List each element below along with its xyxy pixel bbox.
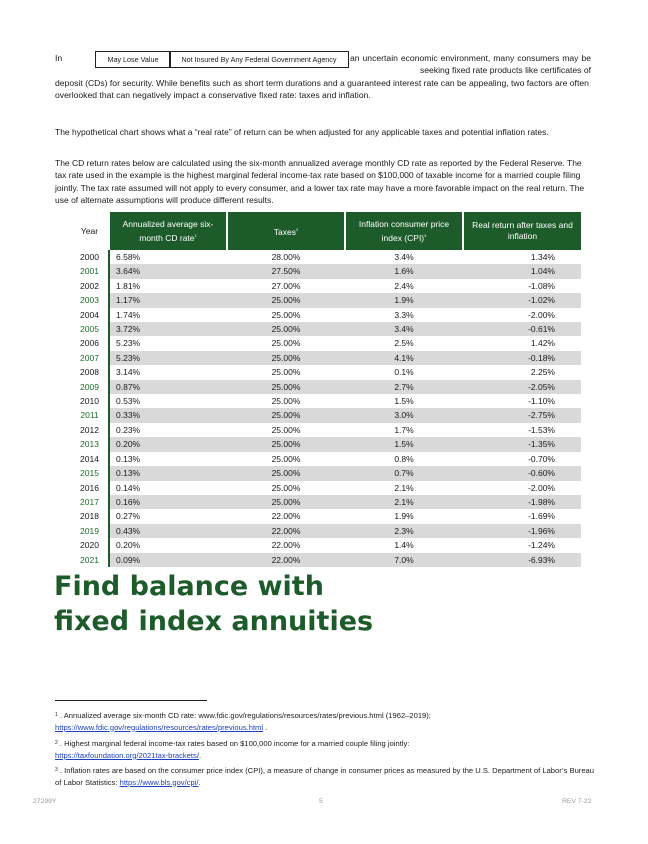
cell-year: 2013: [80, 439, 99, 450]
cell-year: 2006: [80, 338, 99, 349]
cell-cpi: 1.7%: [394, 424, 414, 435]
cell-taxes: 22.00%: [227, 524, 345, 538]
cell-real-return: -1.10%: [528, 396, 555, 407]
cell-real-return: -1.35%: [463, 437, 581, 451]
cell-cpi: 2.7%: [345, 380, 463, 394]
cell-cd-rate: 0.20%: [109, 538, 227, 552]
intro-continued: deposit (CDs) for security. While benefits such as short term durations and a guaranteed interest rate can be appealing, two factors are often overlooked that can negatively impact a conservative fixed rate: taxes and inflation.: [55, 78, 589, 101]
cell-year: 2012: [80, 424, 99, 435]
header-year: Year: [71, 212, 109, 250]
cell-cpi: 1.5%: [345, 437, 463, 451]
cell-cpi: 3.4%: [345, 322, 463, 336]
cell-taxes: 22.00%: [271, 540, 301, 551]
table-row: [71, 308, 581, 322]
cell-taxes: 25.00%: [227, 322, 345, 336]
cell-cd-rate: 0.53%: [109, 394, 227, 408]
cell-real-return: -2.00%: [528, 482, 555, 493]
footnote-1-link[interactable]: https://www.fdic.gov/regulations/resources/rates/previous.html: [55, 722, 264, 732]
cell-cd-rate: 0.27%: [109, 509, 227, 523]
cell-taxes: 25.00%: [227, 408, 345, 422]
footer-revision: REV 7-22: [562, 798, 592, 805]
cell-cpi: 1.9%: [345, 293, 463, 307]
intro-lead-word: In: [55, 53, 63, 63]
intro-line1-rest: an uncertain economic environment, many consumers may be seeking fixed rate products like certificates of: [350, 53, 591, 76]
footer-doc-code: 27299Y: [33, 798, 57, 805]
cell-taxes: 25.00%: [271, 453, 301, 464]
cell-taxes: 28.00%: [271, 252, 301, 262]
cell-real-return: -2.00%: [528, 309, 555, 320]
cell-real-return: 1.04%: [463, 264, 581, 278]
table-row: [71, 365, 581, 379]
intro-paragraph: [55, 51, 591, 101]
cell-real-return: -2.75%: [463, 408, 581, 422]
cell-real-return: 1.42%: [530, 338, 555, 349]
cell-cd-rate: 3.72%: [109, 322, 227, 336]
cell-year: 2019: [80, 525, 99, 536]
cell-cpi: 2.3%: [345, 524, 463, 538]
cell-cpi: 1.4%: [394, 540, 414, 551]
cell-real-return: -0.70%: [528, 453, 555, 464]
table-row: [71, 380, 581, 394]
table-row: [71, 336, 581, 350]
disclaimer-may-lose-value: May Lose Value: [95, 51, 171, 68]
cell-cpi: 1.6%: [345, 264, 463, 278]
cell-cd-rate: 1.17%: [109, 293, 227, 307]
cell-real-return: 2.25%: [530, 367, 555, 378]
cell-year: 2002: [80, 280, 99, 291]
cell-cd-rate: 1.74%: [109, 308, 227, 322]
table-row: [71, 279, 581, 293]
cell-cd-rate: 1.81%: [109, 279, 227, 293]
cell-taxes: 25.00%: [271, 396, 301, 407]
cell-cd-rate: 0.43%: [109, 524, 227, 538]
cell-cd-rate: 5.23%: [109, 336, 227, 350]
cell-year: 2010: [80, 396, 99, 407]
cell-year: 2009: [80, 381, 99, 392]
table-row: [71, 452, 581, 466]
table-row: [71, 466, 581, 480]
cell-cd-rate: 3.14%: [109, 365, 227, 379]
cell-cpi: 0.1%: [394, 367, 414, 378]
cell-year: 2015: [80, 468, 99, 479]
table-row: [71, 250, 581, 264]
cell-taxes: 27.50%: [227, 264, 345, 278]
cell-real-return: -6.93%: [463, 553, 581, 567]
cell-year: 2016: [80, 482, 99, 493]
cell-year: 2001: [80, 266, 99, 277]
real-return-table: [71, 212, 581, 567]
footnote-3-link[interactable]: https://www.bls.gov/cpi/: [119, 777, 199, 787]
cell-cd-rate: 0.16%: [109, 495, 227, 509]
cell-taxes: 25.00%: [227, 380, 345, 394]
cell-cd-rate: 0.13%: [109, 452, 227, 466]
cell-taxes: 22.00%: [227, 553, 345, 567]
cell-cpi: 2.5%: [394, 338, 414, 349]
cell-taxes: 25.00%: [227, 495, 345, 509]
cell-cd-rate: 6.58%: [109, 250, 227, 264]
footer-page-number: 5: [319, 798, 323, 805]
cell-cpi: 0.8%: [394, 453, 414, 464]
cell-cpi: 2.1%: [394, 482, 414, 493]
cell-real-return: -1.69%: [528, 511, 555, 522]
cell-cpi: 1.9%: [394, 511, 414, 522]
cell-real-return: -0.61%: [463, 322, 581, 336]
cell-cd-rate: 0.14%: [109, 481, 227, 495]
table-row: [71, 322, 581, 336]
cell-cd-rate: 0.13%: [109, 466, 227, 480]
cell-taxes: 27.00%: [271, 280, 301, 291]
header-taxes: Taxes$^2$: [227, 212, 345, 250]
cell-cd-rate: 0.33%: [109, 408, 227, 422]
cell-taxes: 25.00%: [271, 309, 301, 320]
cell-cd-rate: 5.23%: [109, 351, 227, 365]
cell-taxes: 25.00%: [227, 351, 345, 365]
cell-taxes: 25.00%: [227, 437, 345, 451]
cell-year: 2011: [80, 410, 99, 421]
cell-real-return: -0.60%: [463, 466, 581, 480]
cell-cd-rate: 3.64%: [109, 264, 227, 278]
cell-year: 2004: [80, 309, 99, 320]
paragraph-hypothetical-chart: The hypothetical chart shows what a “real rate” of return can be when adjusted for any applicable taxes and potential inflation rates.: [55, 127, 549, 137]
headline: [54, 569, 373, 639]
cell-real-return: -2.05%: [463, 380, 581, 394]
table-row: [71, 553, 581, 567]
table-row: [71, 538, 581, 552]
cell-cd-rate: 0.09%: [109, 553, 227, 567]
table-row: [71, 509, 581, 523]
table-row: [71, 264, 581, 278]
cell-year: 2021: [80, 554, 99, 565]
paragraph-cd-return-rates: The CD return rates below are calculated using the six-month annualized average monthly CD rate as reported by the Federal Reserve. The tax rate used in the example is the highest marginal federal income-tax rate based on $100,000 of taxable income for a married couple filing jointly. The tax rate assumed will not apply to every consumer, and a lower tax rate may have a more favorable impact on the real return. The use of alternate assumptions will produce different results.: [55, 158, 585, 206]
table-row: [71, 408, 581, 422]
cell-cpi: 4.1%: [345, 351, 463, 365]
cell-year: 2018: [80, 511, 99, 522]
footnote-1: $^1$ . Annualized average six-month CD rate: www.fdic.gov/regulations/resources/rates/previous.html (1962–2019); https://www.fdic.gov/regulations/resources/rates/previous.html .: [55, 711, 431, 732]
cell-real-return: 1.34%: [530, 252, 555, 262]
cell-taxes: 25.00%: [271, 424, 301, 435]
cell-taxes: 25.00%: [271, 338, 301, 349]
cell-real-return: -0.18%: [463, 351, 581, 365]
cell-year: 2007: [80, 352, 99, 363]
header-real-return: Real return after taxes and inflation: [463, 212, 581, 250]
table-row: [71, 437, 581, 451]
cell-real-return: -1.96%: [463, 524, 581, 538]
table-row: [71, 351, 581, 365]
cell-real-return: -1.53%: [528, 424, 555, 435]
cell-cd-rate: 0.20%: [109, 437, 227, 451]
cell-year: 2005: [80, 324, 99, 335]
table-header-row: [71, 212, 581, 250]
cell-taxes: 25.00%: [227, 466, 345, 480]
table-row: [71, 293, 581, 307]
cell-cpi: 3.4%: [394, 252, 414, 262]
cell-taxes: 22.00%: [271, 511, 301, 522]
table-row: [71, 423, 581, 437]
cell-cpi: 3.3%: [394, 309, 414, 320]
cell-real-return: -1.98%: [463, 495, 581, 509]
cell-year: 2003: [80, 295, 99, 306]
footnote-3: $^3$ . Inflation rates are based on the consumer price index (CPI), a measure of change in consumer prices as measured by the U.S. Department of Labor’s Bureau of Labor Statistics: https://www.bls.gov/cpi/.: [55, 766, 594, 787]
cell-cpi: 1.5%: [394, 396, 414, 407]
cell-year: 2017: [80, 496, 99, 507]
footnote-divider: [55, 700, 207, 701]
header-cpi: Inflation consumer price index (CPI)$^3$: [345, 212, 463, 250]
table-row: [71, 394, 581, 408]
headline-line1: Find balance with: [54, 571, 324, 602]
footnote-2: $^2$ . Highest marginal federal income-tax rates based on $100,000 income for a married couple filing jointly: https://taxfoundation.org/2021tax-brackets/.: [55, 739, 410, 760]
disclaimer-not-insured: Not Insured By Any Federal Government Agency: [169, 51, 349, 68]
cell-cpi: 7.0%: [345, 553, 463, 567]
cell-cd-rate: 0.87%: [109, 380, 227, 394]
headline-line2: fixed index annuities: [54, 606, 374, 637]
cell-real-return: -1.02%: [463, 293, 581, 307]
cell-taxes: 25.00%: [271, 482, 301, 493]
cell-taxes: 25.00%: [227, 293, 345, 307]
cell-year: 2008: [80, 367, 99, 378]
cell-cpi: 2.4%: [394, 280, 414, 291]
table-row: [71, 481, 581, 495]
cell-cpi: 2.1%: [345, 495, 463, 509]
cell-cpi: 3.0%: [345, 408, 463, 422]
cell-year: 2000: [80, 252, 99, 262]
cell-cd-rate: 0.23%: [109, 423, 227, 437]
cell-real-return: -1.24%: [528, 540, 555, 551]
table-row: [71, 524, 581, 538]
cell-cpi: 0.7%: [345, 466, 463, 480]
cell-taxes: 25.00%: [271, 367, 301, 378]
cell-year: 2014: [80, 453, 99, 464]
table-row: [71, 495, 581, 509]
cell-real-return: -1.08%: [528, 280, 555, 291]
cell-year: 2020: [80, 540, 99, 551]
header-cd-rate: Annualized average six-month CD rate$^1$: [109, 212, 227, 250]
footnote-2-link[interactable]: https://taxfoundation.org/2021tax-brackets/: [55, 750, 199, 760]
